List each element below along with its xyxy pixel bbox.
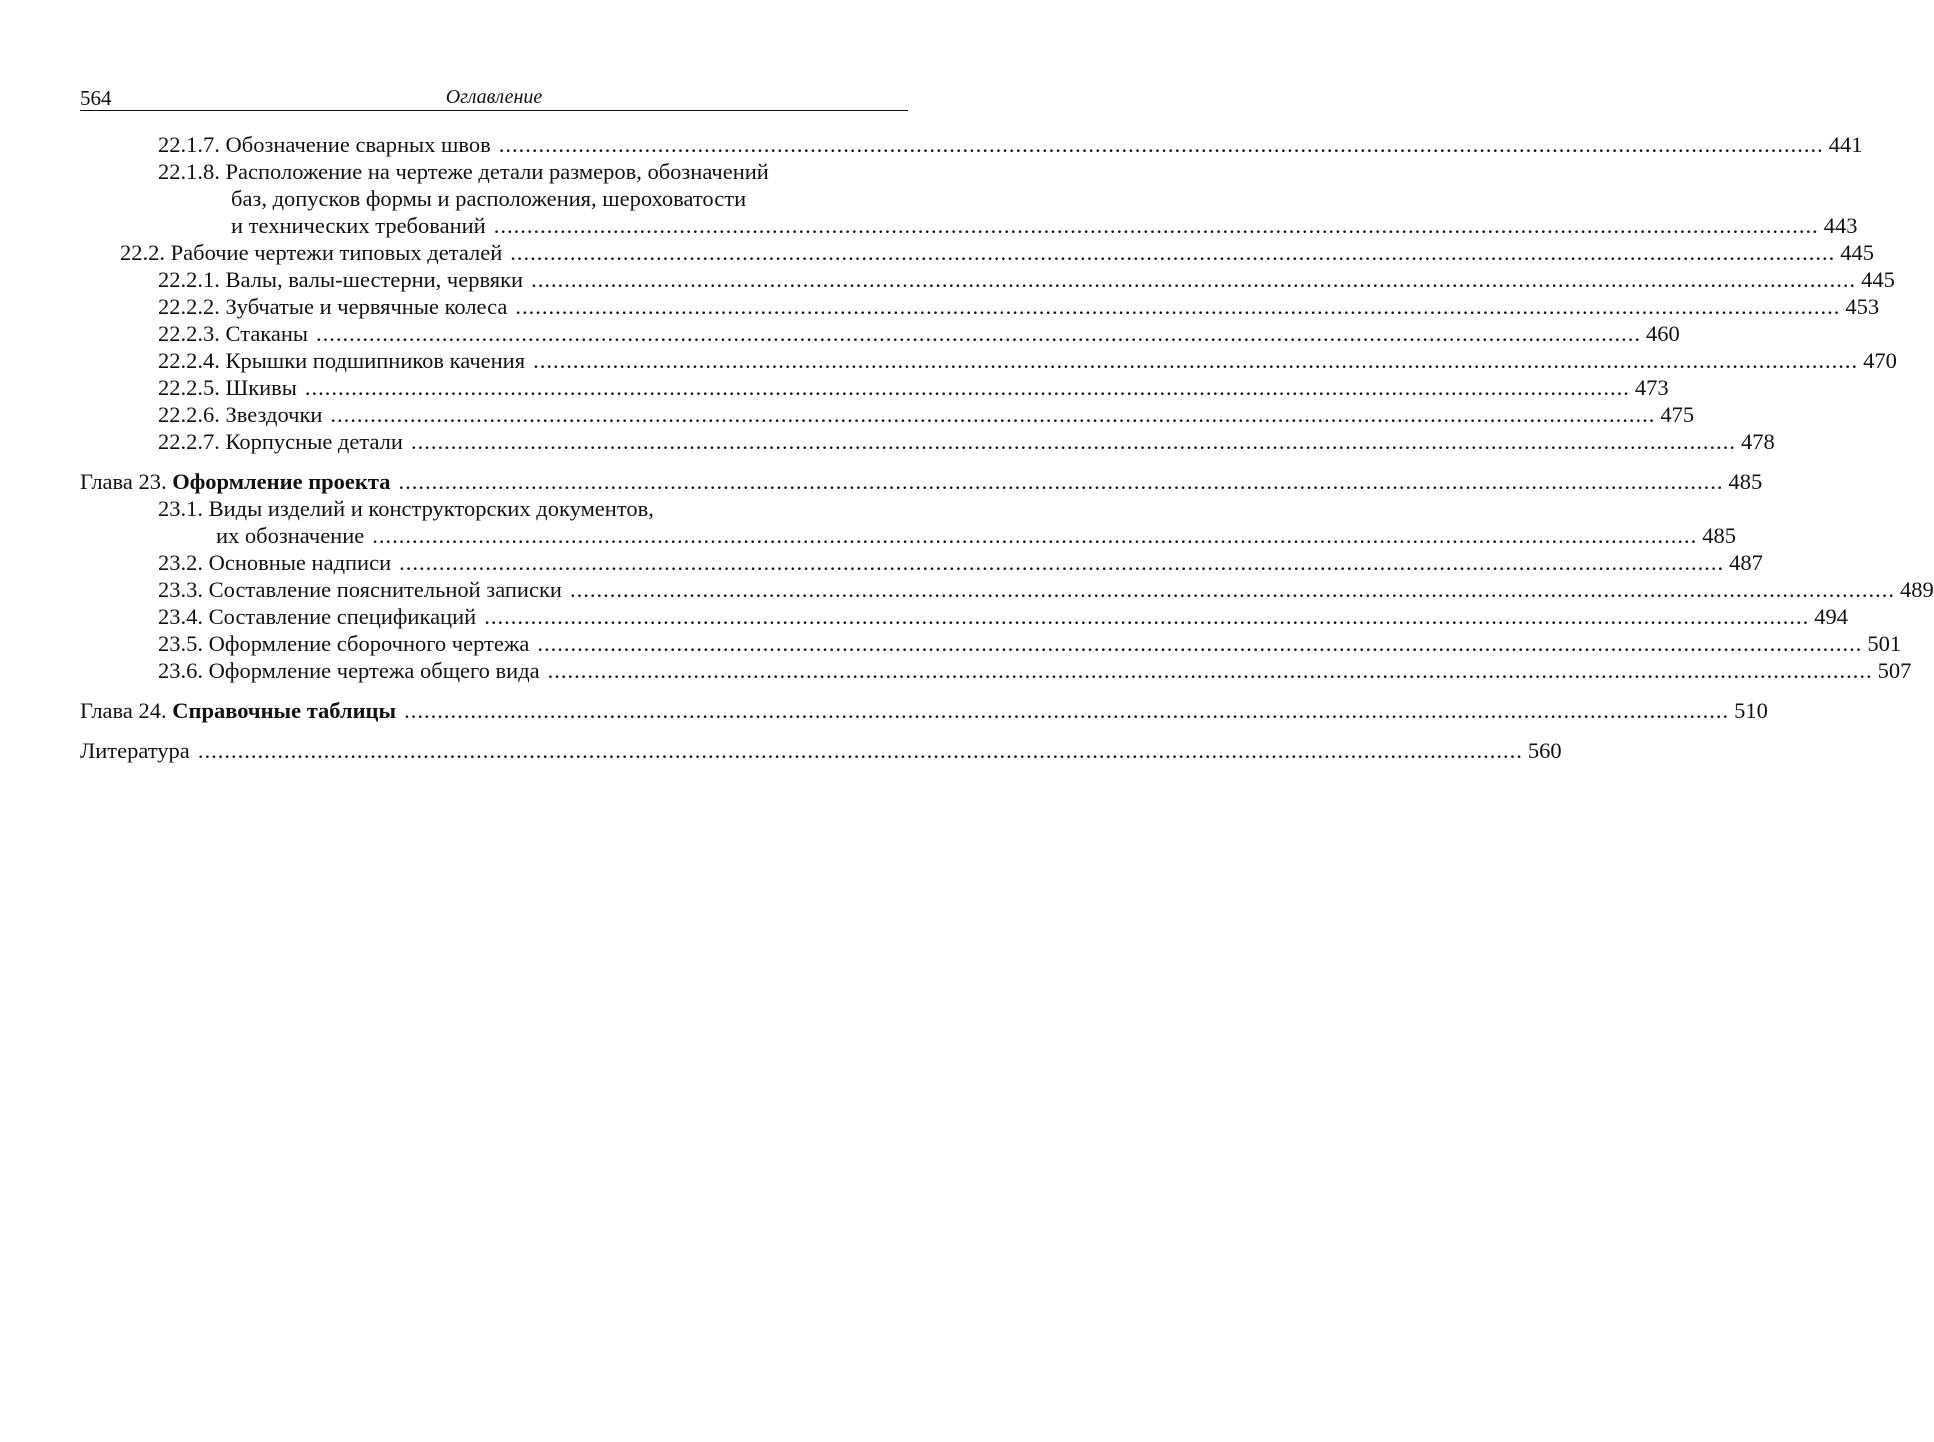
toc-entry-page: 507 — [1877, 658, 1912, 683]
dot-leader: ........................................................................................................................................................................................................ — [330, 402, 1656, 427]
toc-entry-22-1-8-continuation — [80, 185, 898, 212]
toc-entry-23-6[interactable] — [80, 657, 1912, 684]
toc-entry-page: 445 — [1861, 267, 1895, 292]
dot-leader: ........................................................................................................................................................................................................ — [404, 698, 1730, 723]
toc-entry-page: 478 — [1740, 429, 1775, 454]
toc-entry-page: 560 — [1527, 738, 1562, 763]
toc-entry-title: Оформление чертежа общего вида — [208, 658, 540, 683]
toc-entry-23-3[interactable] — [80, 576, 1934, 603]
toc-entry-title: Звездочки — [225, 402, 323, 427]
toc-entry-number: 23.6. — [158, 658, 203, 683]
toc-entry-number: 22.2.5. — [158, 375, 220, 400]
toc-entry-23-4[interactable] — [80, 603, 1848, 630]
toc-entry-number: 23.4. — [158, 604, 203, 629]
toc-entry-title: Стаканы — [225, 321, 309, 346]
dot-leader: ........................................................................................................................................................................................................ — [547, 658, 1873, 683]
toc-chapter-title: Справочные таблицы — [172, 698, 397, 723]
toc-entry-number: 22.1.8. — [158, 159, 220, 184]
toc-entry-page: 485 — [1702, 523, 1736, 548]
toc-entry-number: 22.2.1. — [158, 267, 220, 292]
toc-entry-page: 475 — [1660, 402, 1695, 427]
toc-chapter-prefix: Глава 24. — [80, 698, 167, 723]
dot-leader: ........................................................................................................................................................................................................ — [410, 429, 1736, 454]
toc-entry-title: Крышки подшипников качения — [225, 348, 526, 373]
toc-entry-title-continuation: баз, допусков формы и расположения, шероховатости — [231, 186, 747, 211]
toc-entry-title: Расположение на чертеже детали размеров, обозначений — [225, 159, 769, 184]
toc-entry-title: Составление спецификаций — [208, 604, 477, 629]
toc-entry-number: 22.2. — [120, 240, 165, 265]
toc-entry-title: Виды изделий и конструкторских документов, — [208, 496, 654, 521]
toc-entry-page: 470 — [1863, 348, 1897, 373]
toc-entry-22-2-2[interactable] — [80, 293, 1880, 320]
dot-leader: ........................................................................................................................................................................................................ — [493, 213, 1819, 238]
toc-entry-23-5[interactable] — [80, 630, 1902, 657]
page-number: 564 — [80, 86, 112, 110]
dot-leader: ........................................................................................................................................................................................................ — [399, 550, 1725, 575]
toc-chapter-title: Оформление проекта — [172, 469, 391, 494]
toc-entry-title-continuation: их обозначение — [216, 523, 365, 548]
toc-entry-22-1-8-last-line[interactable] — [80, 212, 1858, 239]
dot-leader: ........................................................................................................................................................................................................ — [515, 294, 1841, 319]
toc-entry-title: Литература — [80, 738, 190, 763]
toc-entry-page: 473 — [1634, 375, 1669, 400]
dot-leader: ........................................................................................................................................................................................................ — [537, 631, 1863, 656]
toc-entry-page: 510 — [1734, 698, 1768, 723]
toc-chapter-23[interactable] — [80, 468, 1763, 495]
toc-entry-page: 489 — [1899, 577, 1934, 602]
dot-leader: ........................................................................................................................................................................................................ — [316, 321, 1642, 346]
toc-entry-22-2-6[interactable] — [80, 401, 1695, 428]
toc-entry-page: 460 — [1646, 321, 1680, 346]
toc-entry-number: 22.1.7. — [158, 132, 220, 157]
toc-entry-title: Шкивы — [225, 375, 297, 400]
toc-entry-literature[interactable] — [80, 737, 1562, 764]
dot-leader: ........................................................................................................................................................................................................ — [498, 132, 1824, 157]
toc-entry-22-2-4[interactable] — [80, 347, 1897, 374]
toc-entry-22-2[interactable] — [80, 239, 1875, 266]
toc-entry-page: 443 — [1823, 213, 1858, 238]
toc-entry-22-2-3[interactable] — [80, 320, 1680, 347]
toc-entry-number: 23.3. — [158, 577, 203, 602]
toc-entry-page: 485 — [1728, 469, 1763, 494]
toc-entry-title: Рабочие чертежи типовых деталей — [170, 240, 503, 265]
toc-entry-title: Зубчатые и червячные колеса — [225, 294, 508, 319]
dot-leader: ........................................................................................................................................................................................................ — [197, 738, 1523, 763]
toc-entry-number: 23.2. — [158, 550, 203, 575]
toc-entry-title: Оформление сборочного чертежа — [208, 631, 530, 656]
toc-entry-page: 501 — [1867, 631, 1902, 656]
toc-entry-number: 22.2.7. — [158, 429, 220, 454]
toc-entry-number: 22.2.2. — [158, 294, 220, 319]
dot-leader: ........................................................................................................................................................................................................ — [510, 240, 1836, 265]
dot-leader: ........................................................................................................................................................................................................ — [569, 577, 1895, 602]
toc-entry-page: 494 — [1814, 604, 1848, 629]
toc-entry-23-2[interactable] — [80, 549, 1763, 576]
dot-leader: ........................................................................................................................................................................................................ — [531, 267, 1857, 292]
toc-entry-number: 23.5. — [158, 631, 203, 656]
dot-leader: ........................................................................................................................................................................................................ — [304, 375, 1630, 400]
toc-entry-title: Валы, валы-шестерни, червяки — [225, 267, 524, 292]
toc-entry-title: Составление пояснительной записки — [208, 577, 562, 602]
dot-leader: ........................................................................................................................................................................................................ — [372, 523, 1698, 548]
toc-entry-22-2-7[interactable] — [80, 428, 1775, 455]
toc-entry-page: 441 — [1828, 132, 1863, 157]
toc-entry-page: 487 — [1729, 550, 1763, 575]
table-of-contents — [80, 131, 1934, 764]
toc-chapter-prefix: Глава 23. — [80, 469, 167, 494]
toc-entry-22-2-5[interactable] — [80, 374, 1669, 401]
toc-entry-number: 22.2.6. — [158, 402, 220, 427]
toc-entry-title: Обозначение сварных швов — [225, 132, 491, 157]
toc-entry-title-continuation: и технических требований — [231, 213, 486, 238]
toc-entry-title: Основные надписи — [208, 550, 392, 575]
running-title: Оглавление — [445, 86, 543, 108]
toc-entry-23-1[interactable] — [80, 495, 898, 522]
toc-entry-number: 23.1. — [158, 496, 203, 521]
toc-entry-number: 22.2.4. — [158, 348, 220, 373]
toc-chapter-24[interactable] — [80, 697, 1768, 724]
dot-leader: ........................................................................................................................................................................................................ — [484, 604, 1810, 629]
toc-entry-title: Корпусные детали — [225, 429, 403, 454]
dot-leader: ........................................................................................................................................................................................................ — [533, 348, 1859, 373]
toc-entry-number: 22.2.3. — [158, 321, 220, 346]
toc-entry-22-1-7[interactable] — [80, 131, 1863, 158]
toc-entry-page: 445 — [1840, 240, 1875, 265]
toc-entry-22-1-8[interactable] — [80, 158, 898, 185]
toc-entry-page: 453 — [1845, 294, 1880, 319]
dot-leader: ........................................................................................................................................................................................................ — [398, 469, 1724, 494]
toc-entry-22-2-1[interactable] — [80, 266, 1895, 293]
toc-entry-23-1-last-line[interactable] — [80, 522, 1736, 549]
running-header — [80, 84, 908, 111]
